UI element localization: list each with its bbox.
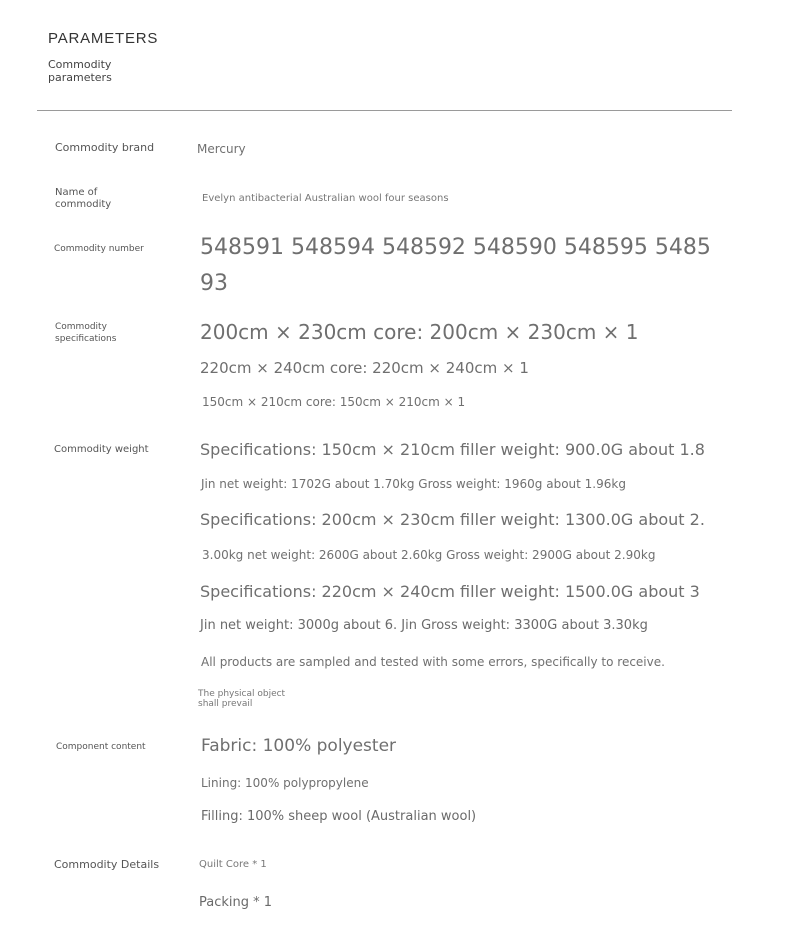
page-subtitle: Commodity parameters <box>48 58 112 84</box>
label-name-of-commodity: Name of commodity <box>55 187 112 210</box>
value-commodity-brand: Mercury <box>197 142 246 156</box>
weight-line: 3.00kg net weight: 2600G about 2.60kg Gross weight: 2900G about 2.90kg <box>202 548 656 562</box>
spec-item: 200cm × 230cm core: 200cm × 230cm × 1 <box>200 320 639 344</box>
weight-note-line1: The physical object <box>198 689 286 699</box>
weight-disclaimer: All products are sampled and tested with some errors, specifically to receive. <box>201 655 665 669</box>
label-commodity-brand: Commodity brand <box>55 141 155 154</box>
label-commodity-weight: Commodity weight <box>54 444 149 455</box>
weight-line: Specifications: 220cm × 240cm filler weight: 1500.0G about 3 <box>200 582 700 601</box>
weight-line: Jin net weight: 1702G about 1.70kg Gross weight: 1960g about 1.96kg <box>201 477 626 491</box>
spec-item: 150cm × 210cm core: 150cm × 210cm × 1 <box>202 395 466 409</box>
value-commodity-number-line2: 93 <box>200 271 228 296</box>
label-commodity-number: Commodity number <box>54 244 144 254</box>
details-item-quilt <box>199 859 267 870</box>
component-item: Filling: 100% sheep wool (Australian wool) <box>201 809 477 824</box>
component-item: Lining: 100% polypropylene <box>201 776 369 790</box>
value-commodity-number-line1: 548591 548594 548592 548590 548595 5485 <box>200 235 711 260</box>
details-item-core: Core * 1 <box>225 859 267 870</box>
page-title: PARAMETERS <box>48 30 159 47</box>
weight-note-line2: shall prevail <box>198 699 253 709</box>
label-commodity-details: Commodity Details <box>54 858 160 871</box>
weight-line: Specifications: 150cm × 210cm filler weight: 900.0G about 1.8 <box>200 440 705 459</box>
details-item-packing: Packing * 1 <box>199 895 273 910</box>
weight-line: Jin net weight: 3000g about 6. Jin Gross weight: 3300G about 3.30kg <box>200 618 648 633</box>
header-divider <box>37 110 732 111</box>
label-component-content: Component content <box>56 742 146 752</box>
weight-line: Specifications: 200cm × 230cm filler weight: 1300.0G about 2. <box>200 510 705 529</box>
component-item: Fabric: 100% polyester <box>201 736 397 756</box>
value-name-of-commodity: Evelyn antibacterial Australian wool four seasons <box>202 193 449 204</box>
details-item-quilt-word: Quilt <box>199 859 223 870</box>
label-commodity-specifications: Commodity specifications <box>55 322 117 344</box>
spec-item: 220cm × 240cm core: 220cm × 240cm × 1 <box>200 359 529 377</box>
